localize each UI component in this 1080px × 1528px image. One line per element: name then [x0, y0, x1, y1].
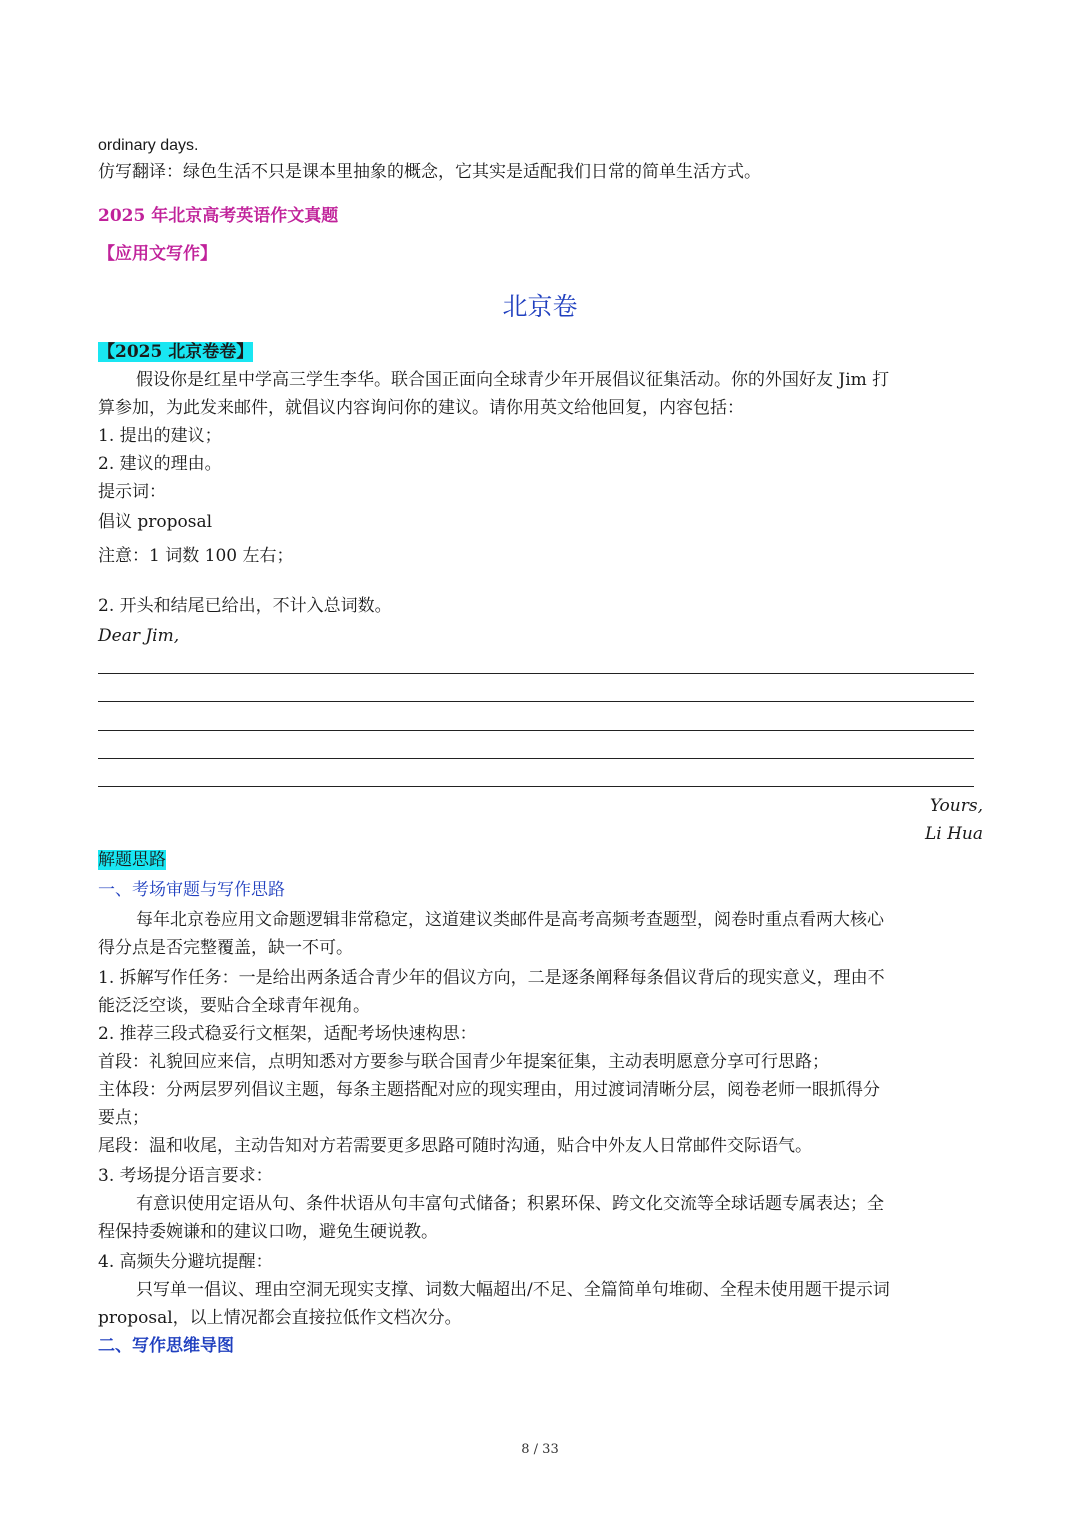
text-line: 倡议 proposal — [98, 512, 213, 532]
text-line: 能泛泛空谈，要贴合全球青年视角。 — [98, 996, 370, 1016]
text-line: 注意：1 词数 100 左右； — [98, 546, 294, 566]
page-number: 8 / 33 — [521, 1442, 559, 1457]
text-line: 得分点是否完整覆盖，缺一不可。 — [98, 938, 353, 958]
answer-line — [98, 786, 974, 787]
text-line: proposal，以上情况都会直接拉低作文档次分。 — [98, 1308, 462, 1328]
text-line: 1. 拆解写作任务：一是给出两条适合青少年的倡议方向，二是逐条阐释每条倡议背后的现实意义，理由不 — [98, 968, 885, 988]
analysis-heading: 二、写作思维导图 — [98, 1336, 234, 1356]
text-line: 2. 建议的理由。 — [98, 454, 222, 474]
text-line: ordinary days. — [98, 137, 199, 154]
text-line: 首段：礼貌回应来信，点明知悉对方要参与联合国青少年提案征集，主动表明愿意分享可行思路； — [98, 1052, 829, 1072]
text-line: 2. 推荐三段式稳妥行文框架，适配考场快速构思： — [98, 1024, 477, 1044]
answer-line — [98, 758, 974, 759]
salutation: Dear Jim, — [98, 626, 180, 646]
category-heading: 【应用文写作】 — [98, 244, 217, 264]
closing: Yours, — [929, 796, 983, 816]
answer-line — [98, 701, 974, 702]
text-line: 假设你是红星中学高三学生李华。联合国正面向全球青少年开展倡议征集活动。你的外国好友 Jim 打 — [136, 370, 890, 390]
section-heading: 2025 年北京高考英语作文真题 — [98, 206, 339, 226]
text-line: 要点； — [98, 1108, 149, 1128]
text-line: 算参加，为此发来邮件，就倡议内容询问你的建议。请你用英文给他回复，内容包括： — [98, 398, 744, 418]
text-line: 2. 开头和结尾已给出，不计入总词数。 — [98, 596, 392, 616]
question-label: 【2025 北京卷卷】 — [98, 342, 254, 362]
paper-title: 北京卷 — [502, 292, 578, 321]
text-line: 提示词： — [98, 482, 166, 502]
text-line: 主体段：分两层罗列倡议主题，每条主题搭配对应的现实理由，用过渡词清晰分层，阅卷老师一眼抓得分 — [98, 1080, 880, 1100]
text-line: 只写单一倡议、理由空洞无现实支撑、词数大幅超出/不足、全篇简单句堆砌、全程未使用题干提示词 — [136, 1280, 890, 1300]
text-line: 程保持委婉谦和的建议口吻，避免生硬说教。 — [98, 1222, 438, 1242]
answer-line — [98, 673, 974, 674]
text-line: 每年北京卷应用文命题逻辑非常稳定，这道建议类邮件是高考高频考查题型，阅卷时重点看两大核心 — [136, 910, 884, 930]
text-line: 1. 提出的建议； — [98, 426, 222, 446]
analysis-label-row — [98, 846, 988, 874]
text-line: 有意识使用定语从句、条件状语从句丰富句式储备；积累环保、跨文化交流等全球话题专属表达；全 — [136, 1194, 884, 1214]
analysis-heading: 一、考场审题与写作思路 — [98, 880, 285, 900]
text-line: 尾段：温和收尾，主动告知对方若需要更多思路可随时沟通，贴合中外友人日常邮件交际语气。 — [98, 1136, 812, 1156]
analysis-label: 解题思路 — [98, 850, 166, 870]
answer-line — [98, 730, 974, 731]
text-line: 3. 考场提分语言要求： — [98, 1166, 273, 1186]
signature: Li Hua — [924, 824, 983, 844]
text-line: 仿写翻译：绿色生活不只是课本里抽象的概念，它其实是适配我们日常的简单生活方式。 — [98, 162, 761, 182]
question-label-row — [98, 338, 988, 366]
text-line: 4. 高频失分避坑提醒： — [98, 1252, 273, 1272]
